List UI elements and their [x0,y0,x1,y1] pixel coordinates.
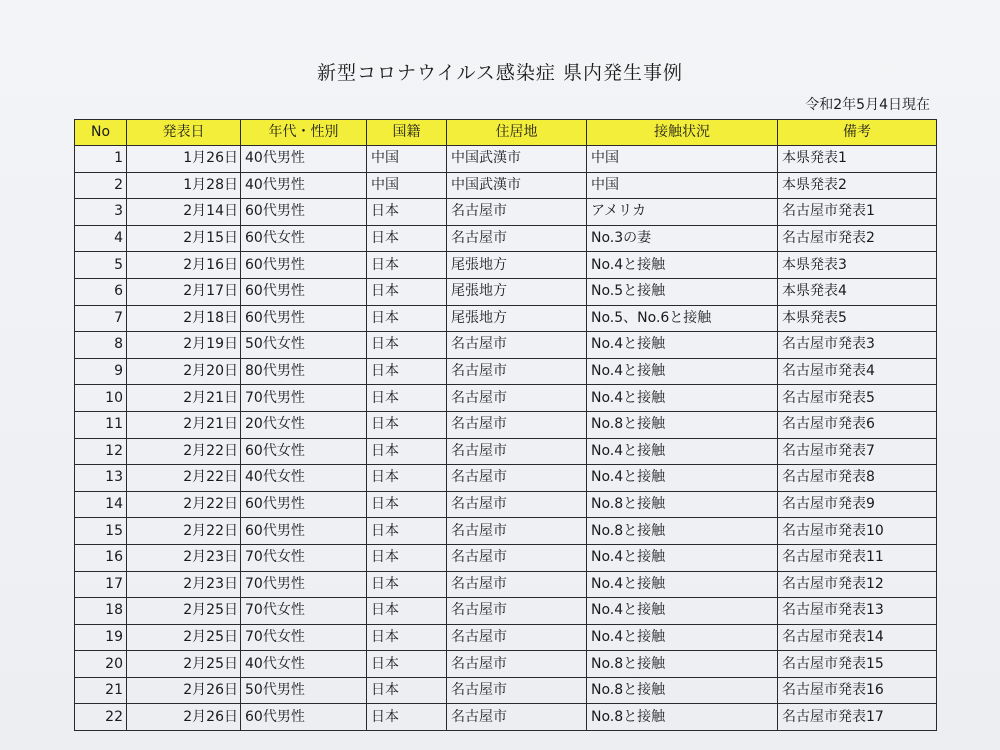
cell-nationality: 日本 [367,677,447,704]
cell-nationality: 日本 [367,332,447,359]
cell-nationality: 日本 [367,411,447,438]
cell-remarks: 名古屋市発表15 [778,651,937,678]
column-header-contact: 接触状況 [587,120,778,146]
cell-contact: No.4と接触 [587,438,778,465]
cell-remarks: 名古屋市発表5 [778,385,937,412]
cell-contact: No.4と接触 [587,598,778,625]
cell-no: 2 [75,172,127,199]
cell-contact: No.4と接触 [587,624,778,651]
cell-nationality: 日本 [367,571,447,598]
cell-remarks: 名古屋市発表8 [778,465,937,492]
cell-remarks: 名古屋市発表14 [778,624,937,651]
cell-age-sex: 60代男性 [241,518,367,545]
cell-date: 1月28日 [127,172,241,199]
cell-no: 13 [75,465,127,492]
cell-age-sex: 60代男性 [241,199,367,226]
cell-nationality: 日本 [367,199,447,226]
table-row [75,252,937,279]
cell-age-sex: 60代男性 [241,491,367,518]
cell-nationality: 日本 [367,704,447,731]
cell-contact: No.8と接触 [587,411,778,438]
cell-age-sex: 60代男性 [241,305,367,332]
cell-no: 4 [75,225,127,252]
cell-residence: 名古屋市 [447,385,587,412]
cell-nationality: 日本 [367,465,447,492]
cell-nationality: 日本 [367,651,447,678]
cell-date: 2月20日 [127,358,241,385]
table-row [75,651,937,678]
table-row [75,278,937,305]
cell-no: 17 [75,571,127,598]
cell-remarks: 名古屋市発表11 [778,544,937,571]
cell-date: 2月25日 [127,651,241,678]
cell-no: 10 [75,385,127,412]
cell-date: 2月19日 [127,332,241,359]
table-row [75,571,937,598]
cell-residence: 名古屋市 [447,598,587,625]
table-row [75,677,937,704]
cell-date: 2月25日 [127,598,241,625]
cell-date: 2月15日 [127,225,241,252]
cell-remarks: 本県発表2 [778,172,937,199]
cell-remarks: 名古屋市発表16 [778,677,937,704]
cell-residence: 名古屋市 [447,544,587,571]
cell-nationality: 日本 [367,358,447,385]
cell-age-sex: 70代男性 [241,385,367,412]
table-body [75,146,937,731]
cell-contact: No.8と接触 [587,491,778,518]
cell-no: 21 [75,677,127,704]
cell-residence: 名古屋市 [447,704,587,731]
table-row [75,465,937,492]
cell-nationality: 日本 [367,305,447,332]
table-row [75,305,937,332]
cell-no: 8 [75,332,127,359]
cell-nationality: 日本 [367,544,447,571]
cell-contact: No.4と接触 [587,465,778,492]
cell-no: 19 [75,624,127,651]
cell-age-sex: 40代男性 [241,172,367,199]
cell-no: 3 [75,199,127,226]
cell-remarks: 名古屋市発表13 [778,598,937,625]
cell-residence: 名古屋市 [447,199,587,226]
cases-table [74,119,937,731]
table-row [75,438,937,465]
table-row [75,704,937,731]
cell-nationality: 日本 [367,598,447,625]
cell-nationality: 日本 [367,491,447,518]
cell-date: 2月17日 [127,278,241,305]
cell-nationality: 日本 [367,385,447,412]
cell-no: 6 [75,278,127,305]
table-row [75,385,937,412]
table-row [75,411,937,438]
cell-remarks: 名古屋市発表10 [778,518,937,545]
cell-contact: No.4と接触 [587,358,778,385]
cell-contact: 中国 [587,172,778,199]
cell-residence: 名古屋市 [447,411,587,438]
cell-remarks: 本県発表1 [778,146,937,173]
cell-residence: 名古屋市 [447,624,587,651]
cell-remarks: 名古屋市発表7 [778,438,937,465]
cell-remarks: 名古屋市発表4 [778,358,937,385]
cell-age-sex: 40代男性 [241,146,367,173]
cell-contact: No.5、No.6と接触 [587,305,778,332]
cell-residence: 名古屋市 [447,438,587,465]
cell-remarks: 名古屋市発表1 [778,199,937,226]
cell-age-sex: 70代女性 [241,598,367,625]
table-row [75,491,937,518]
cell-residence: 名古屋市 [447,651,587,678]
cell-date: 2月23日 [127,544,241,571]
cell-no: 11 [75,411,127,438]
table-row [75,225,937,252]
cell-nationality: 日本 [367,225,447,252]
cell-contact: アメリカ [587,199,778,226]
table-row [75,544,937,571]
cell-residence: 名古屋市 [447,677,587,704]
cell-no: 14 [75,491,127,518]
cell-nationality: 日本 [367,624,447,651]
column-header-nationality: 国籍 [367,120,447,146]
cell-remarks: 本県発表5 [778,305,937,332]
cell-age-sex: 40代女性 [241,465,367,492]
cell-residence: 中国武漢市 [447,172,587,199]
table-row [75,146,937,173]
cell-remarks: 名古屋市発表3 [778,332,937,359]
cell-date: 2月16日 [127,252,241,279]
cell-age-sex: 20代女性 [241,411,367,438]
cell-no: 7 [75,305,127,332]
table-header-row [75,120,937,146]
cell-age-sex: 70代女性 [241,544,367,571]
cell-date: 2月18日 [127,305,241,332]
cell-no: 22 [75,704,127,731]
cell-date: 2月22日 [127,465,241,492]
cell-contact: No.4と接触 [587,571,778,598]
cell-residence: 名古屋市 [447,332,587,359]
table-row [75,598,937,625]
cell-date: 2月14日 [127,199,241,226]
cell-age-sex: 60代女性 [241,225,367,252]
cell-residence: 中国武漢市 [447,146,587,173]
cell-residence: 尾張地方 [447,252,587,279]
cell-no: 12 [75,438,127,465]
table-row [75,358,937,385]
cell-date: 2月21日 [127,411,241,438]
as-of-date: 令和2年5月4日現在 [805,97,930,113]
cell-date: 2月26日 [127,677,241,704]
cell-age-sex: 80代男性 [241,358,367,385]
cell-age-sex: 60代男性 [241,252,367,279]
cell-age-sex: 60代女性 [241,438,367,465]
cell-age-sex: 60代男性 [241,704,367,731]
column-header-age-sex: 年代・性別 [241,120,367,146]
column-header-residence: 住居地 [447,120,587,146]
table-row [75,199,937,226]
cell-nationality: 日本 [367,438,447,465]
cell-residence: 名古屋市 [447,571,587,598]
cell-no: 5 [75,252,127,279]
cell-contact: No.8と接触 [587,704,778,731]
table-row [75,332,937,359]
cell-contact: No.4と接触 [587,544,778,571]
cell-remarks: 本県発表3 [778,252,937,279]
cell-residence: 名古屋市 [447,518,587,545]
cell-nationality: 中国 [367,172,447,199]
cell-remarks: 名古屋市発表17 [778,704,937,731]
cell-remarks: 名古屋市発表2 [778,225,937,252]
cell-date: 2月26日 [127,704,241,731]
cell-remarks: 名古屋市発表6 [778,411,937,438]
cell-age-sex: 50代女性 [241,332,367,359]
cell-age-sex: 40代女性 [241,651,367,678]
cell-contact: No.4と接触 [587,332,778,359]
cell-date: 1月26日 [127,146,241,173]
column-header-remarks: 備考 [778,120,937,146]
cell-date: 2月22日 [127,438,241,465]
column-header-no: No [75,120,127,146]
cell-age-sex: 70代女性 [241,624,367,651]
cell-no: 18 [75,598,127,625]
cell-remarks: 名古屋市発表9 [778,491,937,518]
cell-residence: 尾張地方 [447,305,587,332]
table-row [75,624,937,651]
cell-contact: 中国 [587,146,778,173]
cell-nationality: 日本 [367,518,447,545]
cell-age-sex: 50代男性 [241,677,367,704]
table-row [75,172,937,199]
cell-contact: No.5と接触 [587,278,778,305]
cell-contact: No.4と接触 [587,252,778,279]
cell-residence: 名古屋市 [447,225,587,252]
cell-remarks: 名古屋市発表12 [778,571,937,598]
cell-date: 2月25日 [127,624,241,651]
cell-no: 1 [75,146,127,173]
cell-date: 2月22日 [127,518,241,545]
cell-no: 16 [75,544,127,571]
cell-no: 15 [75,518,127,545]
cell-nationality: 日本 [367,278,447,305]
cell-residence: 名古屋市 [447,491,587,518]
cell-residence: 名古屋市 [447,358,587,385]
table-row [75,518,937,545]
cell-contact: No.3の妻 [587,225,778,252]
cell-contact: No.8と接触 [587,677,778,704]
cell-no: 20 [75,651,127,678]
cell-date: 2月23日 [127,571,241,598]
cell-age-sex: 70代男性 [241,571,367,598]
cell-residence: 尾張地方 [447,278,587,305]
cell-no: 9 [75,358,127,385]
cell-contact: No.8と接触 [587,651,778,678]
cell-date: 2月21日 [127,385,241,412]
cell-nationality: 中国 [367,146,447,173]
cell-contact: No.4と接触 [587,385,778,412]
cell-remarks: 本県発表4 [778,278,937,305]
cell-date: 2月22日 [127,491,241,518]
cell-age-sex: 60代男性 [241,278,367,305]
cell-residence: 名古屋市 [447,465,587,492]
cell-contact: No.8と接触 [587,518,778,545]
column-header-date: 発表日 [127,120,241,146]
document-title: 新型コロナウイルス感染症 県内発生事例 [317,62,683,84]
cell-nationality: 日本 [367,252,447,279]
